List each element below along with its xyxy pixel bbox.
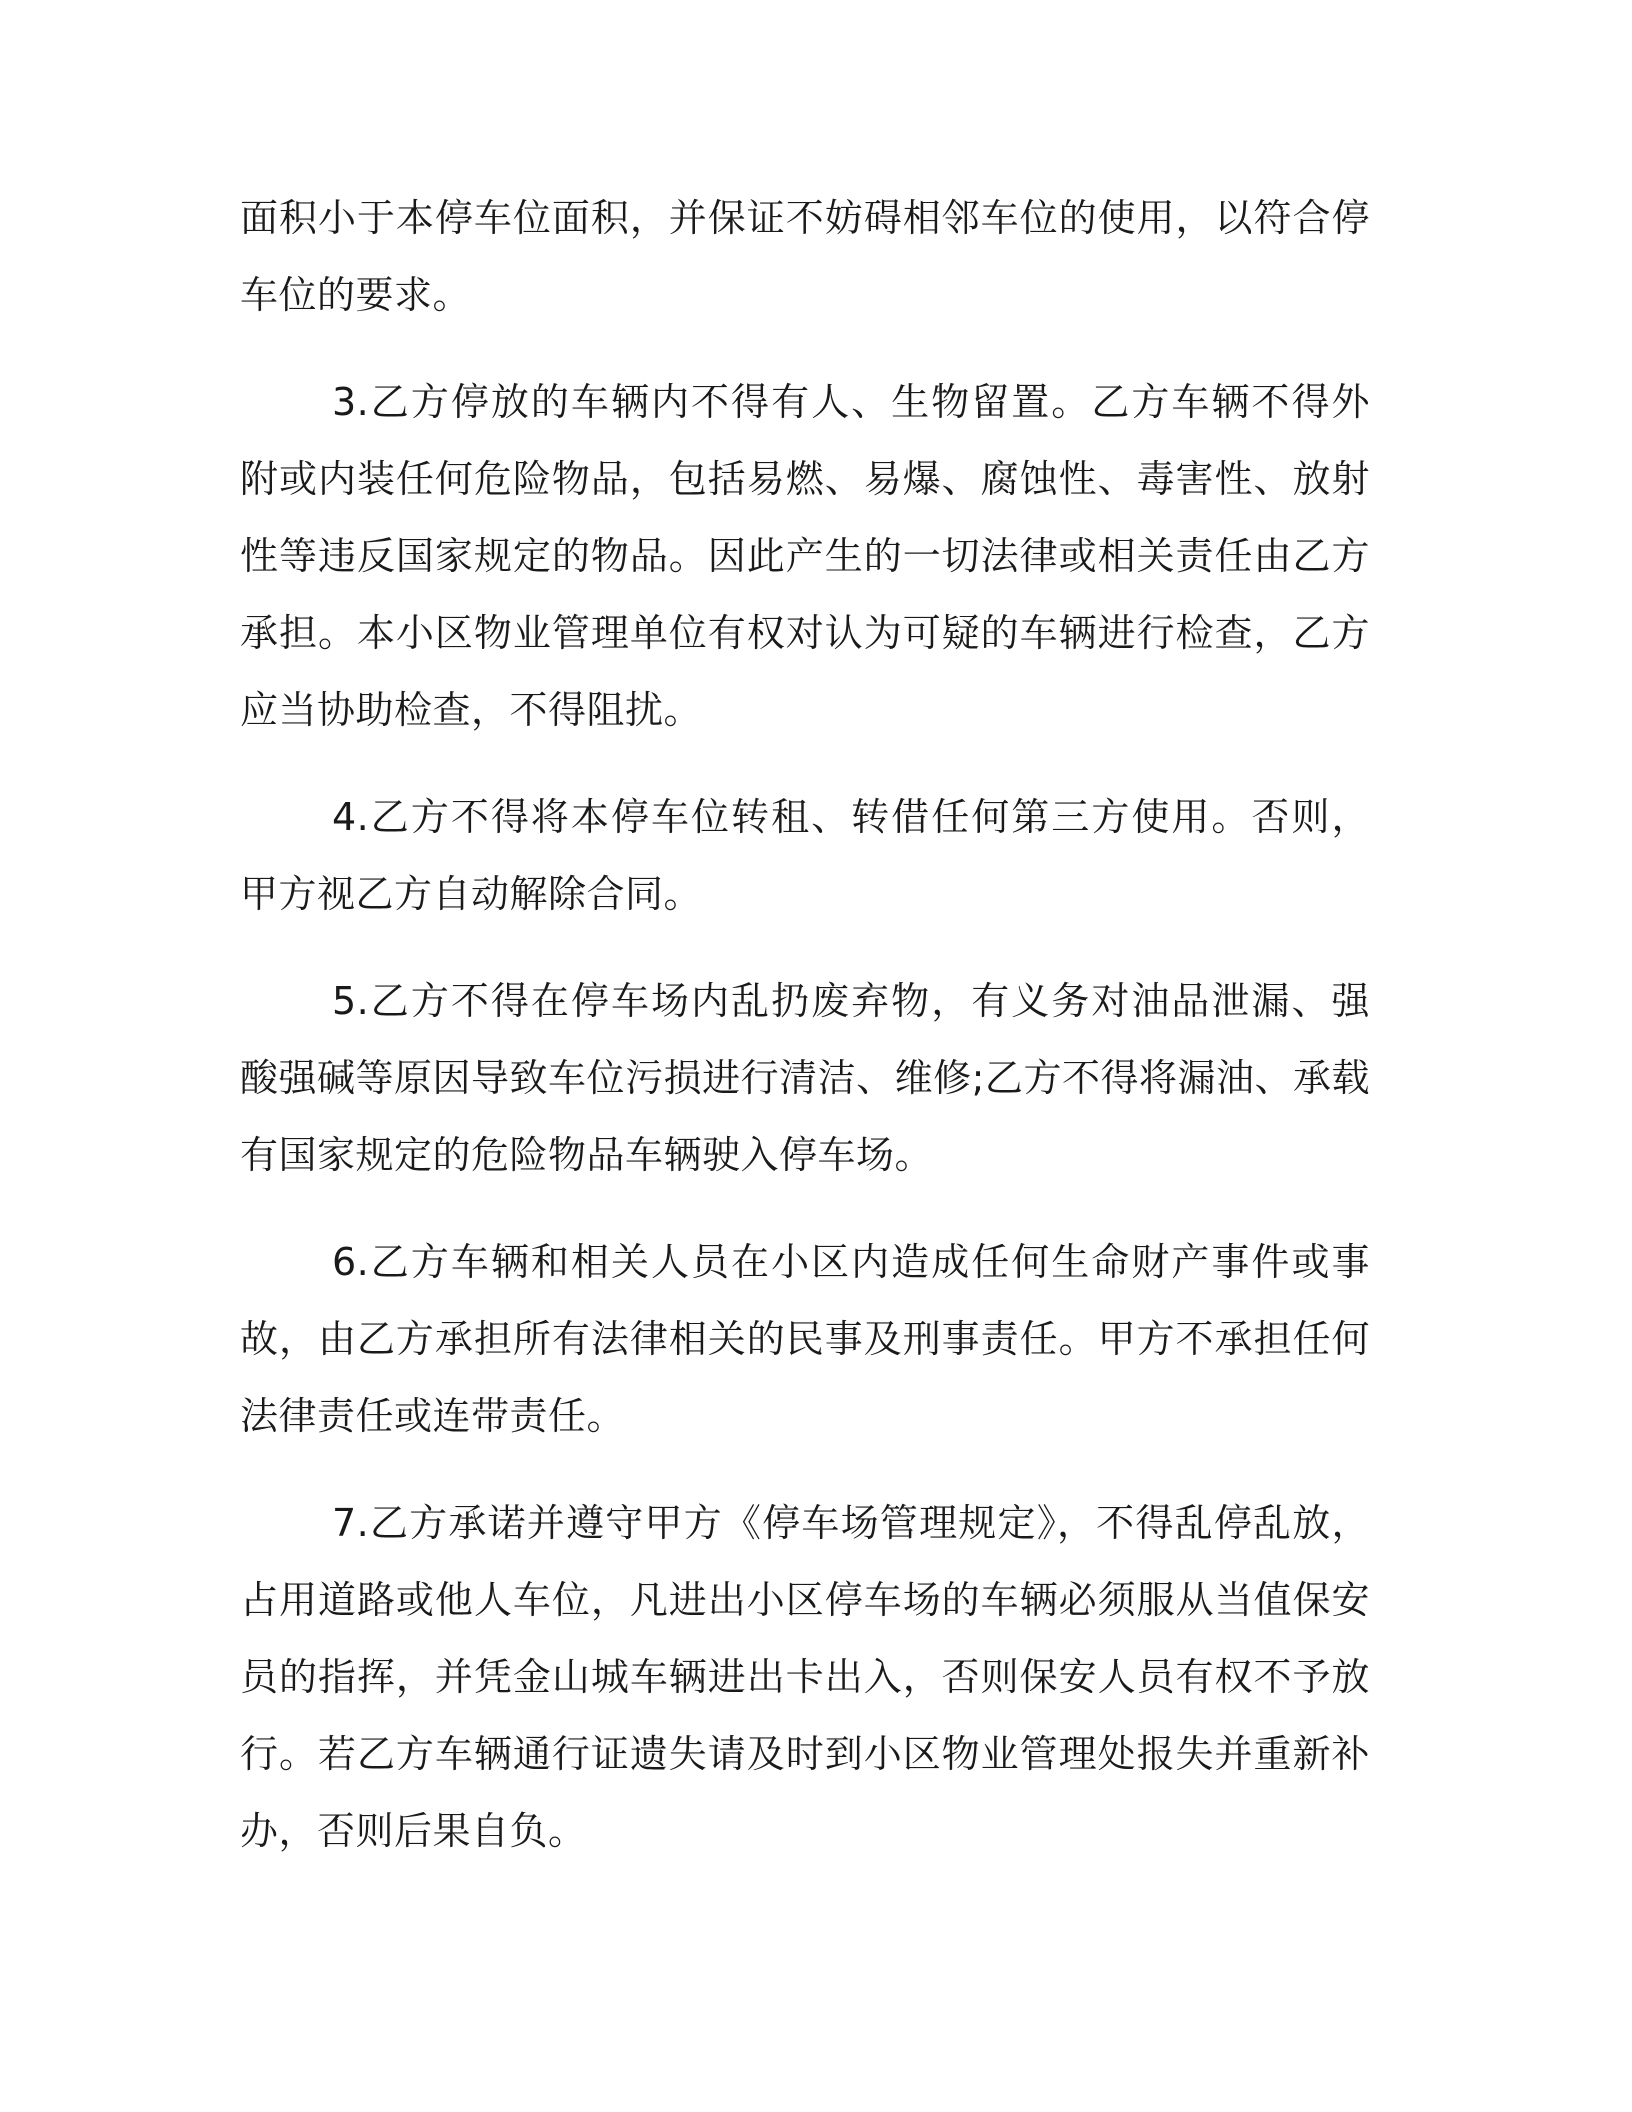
paragraph-clause-5: 5.乙方不得在停车场内乱扔废弃物，有义务对油品泄漏、强酸强碱等原因导致车位污损进行清洁、维修;乙方不得将漏油、承载有国家规定的危险物品车辆驶入停车场。 [240,979,1370,1177]
paragraph-clause-7: 7.乙方承诺并遵守甲方《停车场管理规定》，不得乱停乱放，占用道路或他人车位，凡进出小区停车场的车辆必须服从当值保安员的指挥，并凭金山城车辆进出卡出入，否则保安人员有权不予放行。若乙方车辆通行证遗失请及时到小区物业管理处报失并重新补办，否则后果自负。 [240,1501,1370,1853]
paragraph-clause-4: 4.乙方不得将本停车位转租、转借任何第三方使用。否则，甲方视乙方自动解除合同。 [240,795,1370,916]
paragraph-continuation: 面积小于本停车位面积，并保证不妨碍相邻车位的使用，以符合停车位的要求。 [240,196,1370,317]
paragraph-clause-3: 3.乙方停放的车辆内不得有人、生物留置。乙方车辆不得外附或内装任何危险物品，包括易燃、易爆、腐蚀性、毒害性、放射性等违反国家规定的物品。因此产生的一切法律或相关责任由乙方承担。本小区物业管理单位有权对认为可疑的车辆进行检查，乙方应当协助检查，不得阻扰。 [240,380,1370,732]
document-body [240,180,1370,1900]
paragraph-clause-6: 6.乙方车辆和相关人员在小区内造成任何生命财产事件或事故，由乙方承担所有法律相关的民事及刑事责任。甲方不承担任何法律责任或连带责任。 [240,1240,1370,1438]
